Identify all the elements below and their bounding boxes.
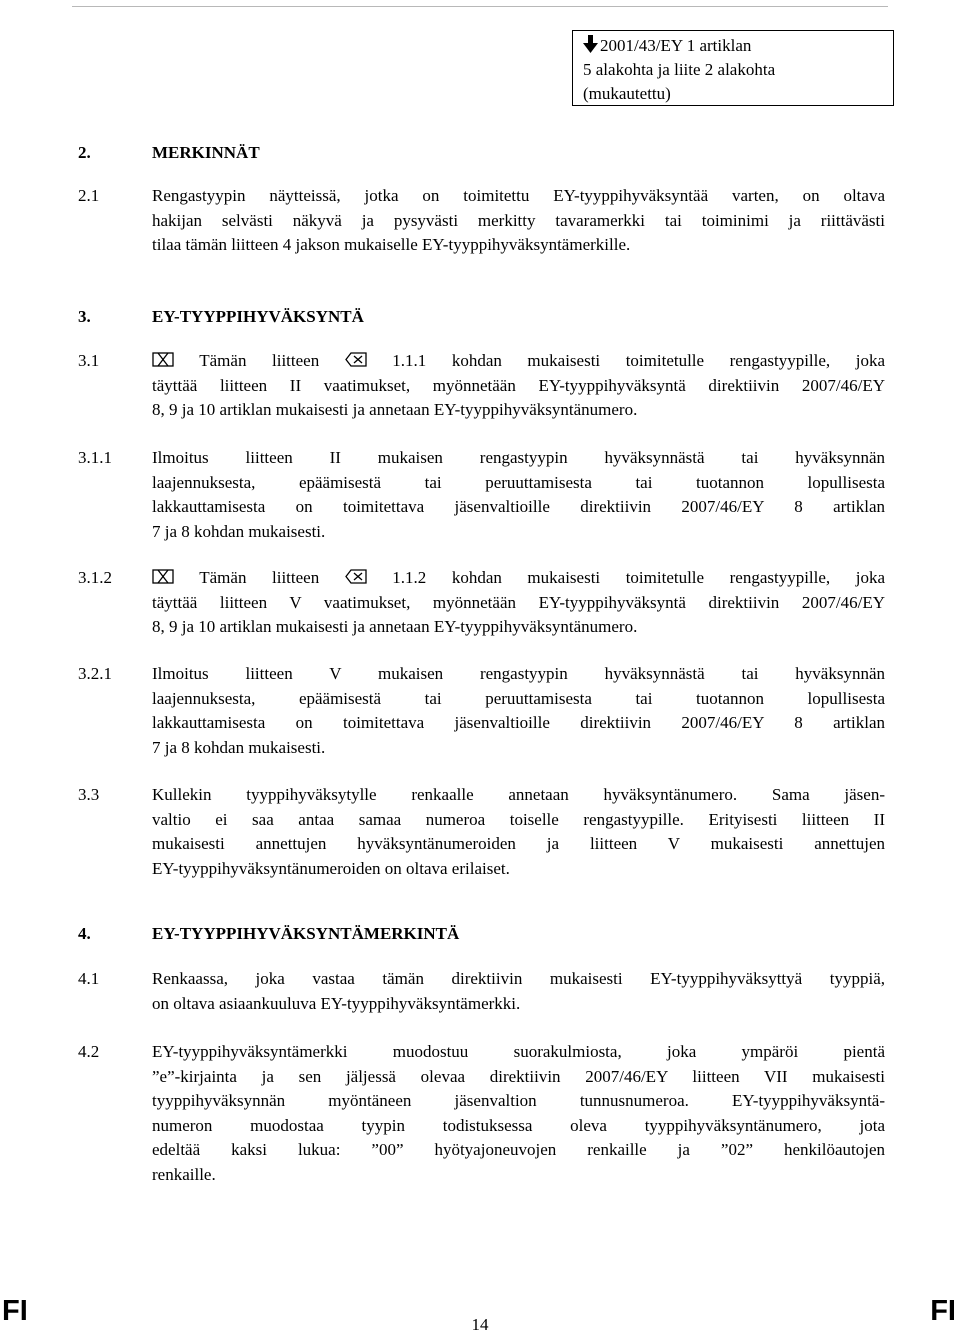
deletion-start-icon [152,352,174,367]
text-line: 8, 9 ja 10 artiklan mukaisesti ja annetaan EY-tyyppihyväksyntänumero. [152,617,638,636]
text-line: Kullekin tyyppihyväksytylle renkaalle annetaan hyväksyntänumero. Sama jäsen- [152,785,885,804]
clause-3-1-2-text [152,566,885,640]
section-2-number: 2. [78,143,91,162]
text-line: täyttää liitteen II vaatimukset, myönnetään EY-tyyppihyväksyntä direktiivin 2007/46/EY [152,375,885,395]
text-line: Ilmoitus liitteen V mukaisen rengastyypin hyväksynnästä tai hyväksynnän [152,664,885,683]
top-rule [72,6,888,7]
text-line: lakkauttamisesta on toimitettava jäsenvaltioille direktiivin 2007/46/EY 8 artiklan [152,497,885,516]
deletion-end-icon [345,352,367,367]
text-line: tyyppihyväksynnän myöntäneen jäsenvaltion tunnusnumeroa. EY-tyyppihyväksyntä- [152,1091,885,1110]
section-2-title: MERKINNÄT [152,143,260,162]
clause-2-1-text [152,184,885,258]
text-line: EY-tyyppihyväksyntämerkki muodostuu suorakulmiosta, joka ympäröi pientä [152,1042,885,1061]
inline-text: Tämän liitteen [199,568,320,587]
footer-language-left: FI [2,1295,28,1327]
clause-4-2-number: 4.2 [78,1042,100,1061]
text-line: 7 ja 8 kohdan mukaisesti. [152,737,326,757]
text-line: Ilmoitus liitteen II mukaisen rengastyypin hyväksynnästä tai hyväksynnän [152,448,885,467]
amendment-reference-box [572,30,894,106]
text-line: renkaille. [152,1164,216,1184]
clause-3-1-1-text [152,446,885,544]
reference-line-1 [583,34,893,58]
text-line: lakkauttamisesta on toimitettava jäsenvaltioille direktiivin 2007/46/EY 8 artiklan [152,713,885,732]
text-line: EY-tyyppihyväksyntänumeroiden on oltava erilaiset. [152,858,510,878]
text-line: laajennuksesta, epäämisestä tai peruuttamisesta tai tuotannon lopullisesta [152,688,885,708]
text-line: mukaisesti annettujen hyväksyntänumeroiden ja liitteen V mukaisesti annettujen [152,834,885,853]
reference-line-3: (mukautettu) [583,84,671,103]
deletion-end-icon [345,569,367,584]
footer-language-right: FI [930,1295,956,1327]
text-line: 8, 9 ja 10 artiklan mukaisesti ja annetaan EY-tyyppihyväksyntänumero. [152,400,638,419]
clause-3-1-1-number: 3.1.1 [78,448,112,467]
clause-4-1-text [152,967,885,1016]
text-line: tilaa tämän liitteen 4 jakson mukaiselle EY-tyyppihyväksyntämerkille. [152,235,631,254]
text-line: hakijan selvästi näkyvä ja pysyvästi merkitty tavaramerkki tai toiminimi ja riittävästi [152,210,885,230]
clause-4-2-text [152,1040,885,1187]
clause-4-1-number: 4.1 [78,969,100,988]
arrow-down-icon [583,35,599,53]
reference-line-2: 5 alakohta ja liite 2 alakohta [583,60,776,79]
text-line: Rengastyypin näytteissä, jotka on toimitettu EY-tyyppihyväksyntää varten, on oltava [152,186,885,205]
inline-text: 1.1.1 kohdan mukaisesti toimitetulle rengastyypille, joka [392,351,885,370]
clause-3-3-text [152,783,885,881]
text-line: laajennuksesta, epäämisestä tai peruuttamisesta tai tuotannon lopullisesta [152,472,885,492]
section-3-title: EY-TYYPPIHYVÄKSYNTÄ [152,307,364,326]
text-line: täyttää liitteen V vaatimukset, myönnetään EY-tyyppihyväksyntä direktiivin 2007/46/EY [152,592,885,612]
text-line: on oltava asiaankuuluva EY-tyyppihyväksyntämerkki. [152,993,521,1013]
clause-3-1-number: 3.1 [78,351,100,370]
page-number: 14 [471,1315,489,1334]
text-line: Renkaassa, joka vastaa tämän direktiivin mukaisesti EY-tyyppihyväksyttyä tyyppiä, [152,969,885,988]
section-4-title: EY-TYYPPIHYVÄKSYNTÄMERKINTÄ [152,924,460,943]
text-line [152,349,885,374]
text-line: ”e”-kirjainta ja sen jäljessä olevaa direktiivin 2007/46/EY liitteen VII mukaisesti [152,1066,885,1086]
section-3-number: 3. [78,307,91,326]
clause-3-2-1-text [152,662,885,760]
text-line: 7 ja 8 kohdan mukaisesti. [152,521,326,541]
inline-text: 1.1.2 kohdan mukaisesti toimitetulle rengastyypille, joka [392,568,885,587]
clause-3-2-1-number: 3.2.1 [78,664,112,683]
section-4-number: 4. [78,924,91,943]
clause-3-3-number: 3.3 [78,785,100,804]
clause-3-1-text [152,349,885,423]
text-line: valtio ei saa antaa samaa numeroa toiselle rengastyypille. Erityisesti liitteen II [152,809,885,829]
text-line: numeron muodostaa tyypin todistuksessa oleva tyyppihyväksyntänumero, jota [152,1115,885,1135]
text-line [152,566,885,591]
clause-2-1-number: 2.1 [78,186,100,205]
deletion-start-icon [152,569,174,584]
clause-3-1-2-number: 3.1.2 [78,568,112,587]
inline-text: Tämän liitteen [199,351,320,370]
reference-text-1: 2001/43/EY 1 artiklan [600,36,752,55]
text-line: edeltää kaksi lukua: ”00” hyötyajoneuvojen renkaille ja ”02” henkilöautojen [152,1140,885,1159]
